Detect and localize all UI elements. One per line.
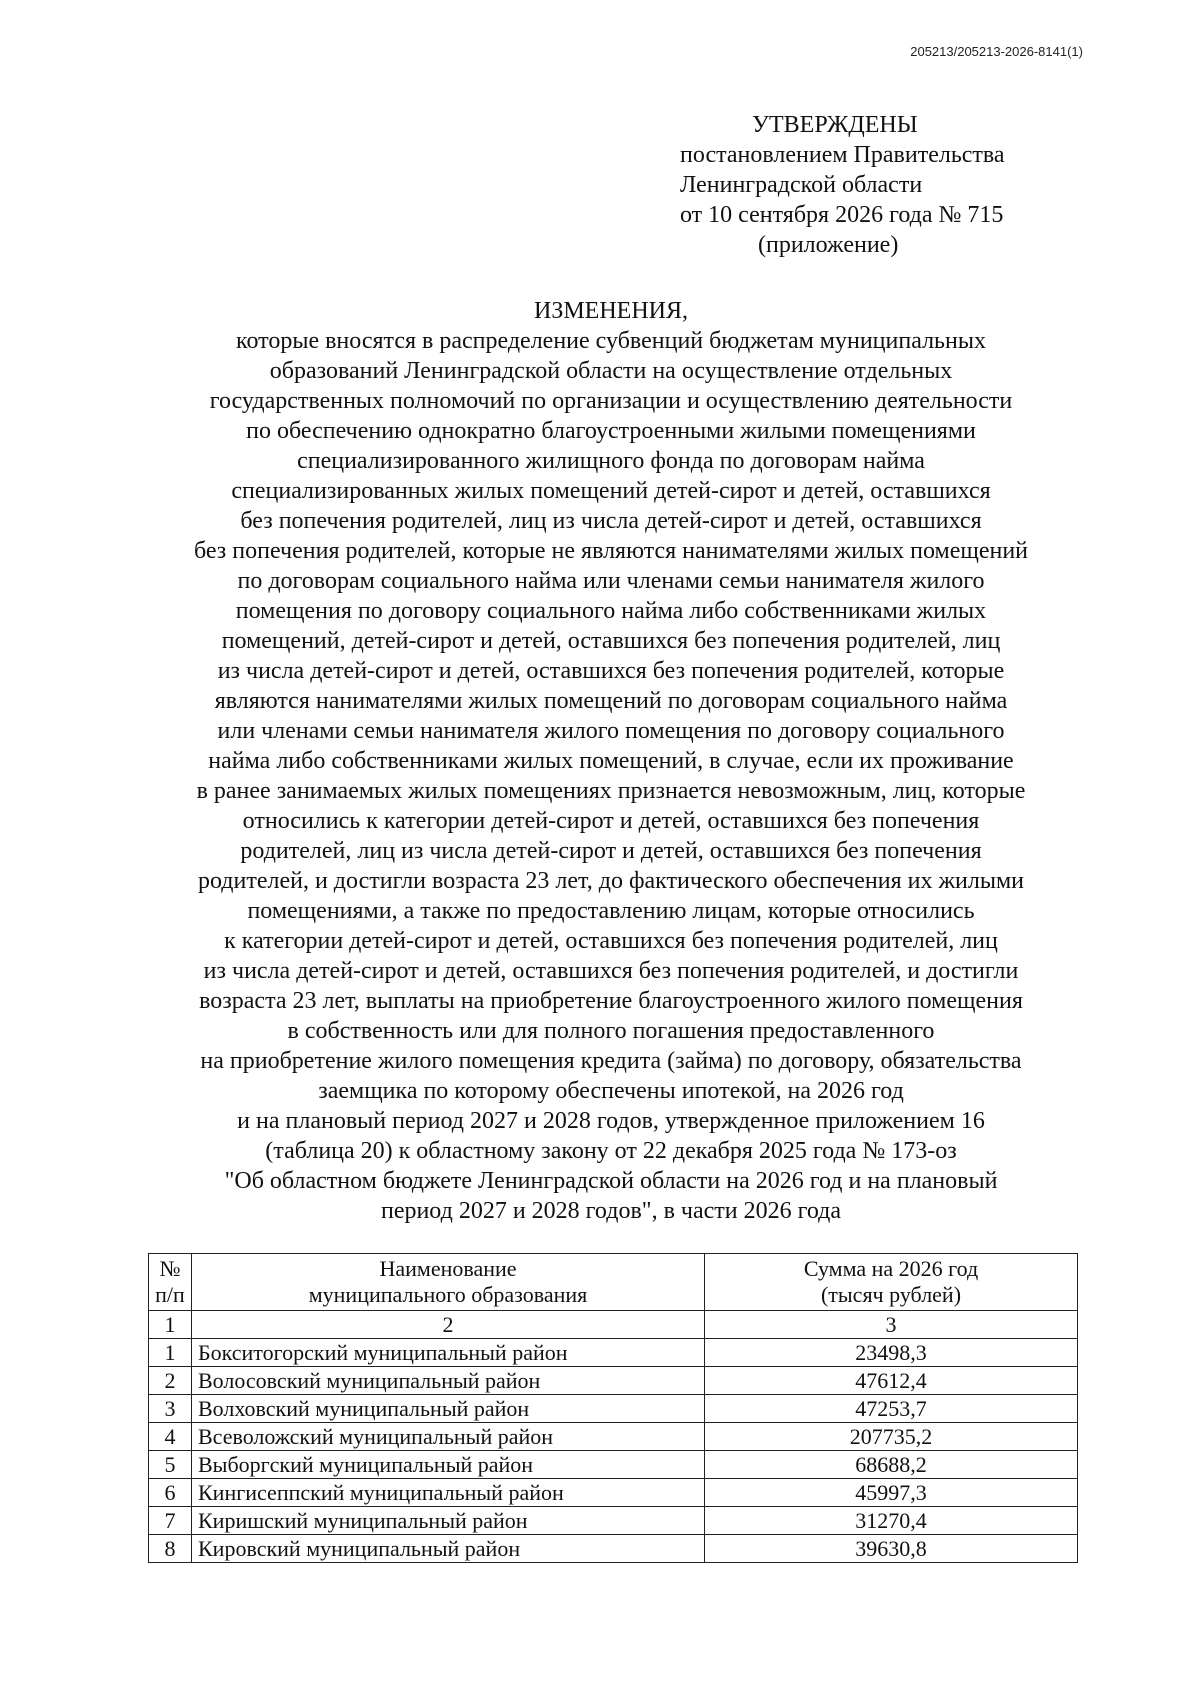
row-number: 6 [149, 1479, 192, 1507]
approval-line: Ленинградской области [680, 172, 923, 198]
table-row [149, 1395, 1078, 1423]
row-number: 3 [149, 1395, 192, 1423]
table-row [149, 1423, 1078, 1451]
table-row [149, 1339, 1078, 1367]
municipality-name: Волосовский муниципальный район [192, 1367, 705, 1395]
heading-line: найма либо собственниками жилых помещений, в случае, если их проживание [208, 748, 1014, 774]
heading-line: (таблица 20) к областному закону от 22 декабря 2025 года № 173-оз [265, 1138, 957, 1164]
header-cell-sum [705, 1254, 1078, 1311]
subvention-sum: 207735,2 [705, 1423, 1078, 1451]
row-number: 5 [149, 1451, 192, 1479]
subvention-sum: 39630,8 [705, 1535, 1078, 1563]
subvention-sum: 68688,2 [705, 1451, 1078, 1479]
header-name-line2: муниципального образования [308, 1282, 588, 1307]
municipality-name: Выборгский муниципальный район [192, 1451, 705, 1479]
subvention-sum: 47253,7 [705, 1395, 1078, 1423]
subvention-sum: 31270,4 [705, 1507, 1078, 1535]
municipality-name: Всеволожский муниципальный район [192, 1423, 705, 1451]
heading-line: из числа детей-сирот и детей, оставшихся без попечения родителей, которые [217, 658, 1005, 684]
heading-line: без попечения родителей, которые не являются нанимателями жилых помещений [193, 538, 1029, 564]
heading-line: без попечения родителей, лиц из числа детей-сирот и детей, оставшихся [240, 508, 982, 534]
municipality-name: Бокситогорский муниципальный район [192, 1339, 705, 1367]
column-number: 2 [192, 1311, 705, 1339]
row-number: 4 [149, 1423, 192, 1451]
table-row [149, 1535, 1078, 1563]
header-sum-line1: Сумма на 2026 год [803, 1256, 979, 1281]
heading-line: являются нанимателями жилых помещений по договорам социального найма [214, 688, 1008, 714]
heading-line: относились к категории детей-сирот и детей, оставшихся без попечения [242, 808, 980, 834]
heading-line: в собственность или для полного погашения предоставленного [287, 1018, 935, 1044]
approval-title: УТВЕРЖДЕНЫ [752, 112, 918, 138]
table-row [149, 1507, 1078, 1535]
header-number-line2: п/п [155, 1282, 185, 1307]
heading-line: возраста 23 лет, выплаты на приобретение благоустроенного жилого помещения [199, 988, 1023, 1014]
subvention-sum: 45997,3 [705, 1479, 1078, 1507]
heading-line: помещений, детей-сирот и детей, оставшихся без попечения родителей, лиц [221, 628, 1001, 654]
row-number: 7 [149, 1507, 192, 1535]
heading-line: государственных полномочий по организации и осуществлению деятельности [209, 388, 1013, 414]
table-row [149, 1367, 1078, 1395]
subvention-sum: 23498,3 [705, 1339, 1078, 1367]
row-number: 1 [149, 1339, 192, 1367]
heading-line: родителей, лиц из числа детей-сирот и детей, оставшихся без попечения [240, 838, 982, 864]
heading-line: период 2027 и 2028 годов", в части 2026 года [380, 1198, 842, 1224]
heading-line: заемщика по которому обеспечены ипотекой, на 2026 год [318, 1078, 904, 1104]
heading-line: "Об областном бюджете Ленинградской области на 2026 год и на плановый [224, 1168, 998, 1194]
document-heading [136, 296, 1086, 1226]
column-numbering-row [149, 1311, 1078, 1339]
column-number: 3 [705, 1311, 1078, 1339]
header-name-line1: Наименование [379, 1256, 517, 1281]
heading-line: к категории детей-сирот и детей, оставшихся без попечения родителей, лиц [224, 928, 998, 954]
header-number-line1: № [159, 1256, 181, 1281]
table-header-row [149, 1254, 1078, 1311]
table-row [149, 1451, 1078, 1479]
heading-line: из числа детей-сирот и детей, оставшихся без попечения родителей, и достигли [203, 958, 1019, 984]
heading-line: родителей, и достигли возраста 23 лет, до фактического обеспечения их жилыми [197, 868, 1025, 894]
header-sum-line2: (тысяч рублей) [820, 1282, 962, 1307]
header-cell-name [192, 1254, 705, 1311]
column-number: 1 [149, 1311, 192, 1339]
municipality-name: Киришский муниципальный район [192, 1507, 705, 1535]
heading-line: по договорам социального найма или членами семьи нанимателя жилого [237, 568, 985, 594]
heading-line: в ранее занимаемых жилых помещениях признается невозможным, лиц, которые [196, 778, 1026, 804]
municipality-name: Кингисеппский муниципальный район [192, 1479, 705, 1507]
heading-line: помещениями, а также по предоставлению лицам, которые относились [247, 898, 975, 924]
heading-line: специализированных жилых помещений детей-сирот и детей, оставшихся [231, 478, 991, 504]
approval-stamp [680, 110, 1005, 260]
subvention-sum: 47612,4 [705, 1367, 1078, 1395]
heading-line: на приобретение жилого помещения кредита (займа) по договору, обязательства [200, 1048, 1022, 1074]
subvention-distribution-table [148, 1253, 1078, 1563]
heading-line: образований Ленинградской области на осуществление отдельных [269, 358, 953, 384]
approval-line: постановлением Правительства [680, 142, 1005, 168]
municipality-name: Кировский муниципальный район [192, 1535, 705, 1563]
table-row [149, 1479, 1078, 1507]
row-number: 2 [149, 1367, 192, 1395]
header-cell-number [149, 1254, 192, 1311]
heading-line: или членами семьи нанимателя жилого помещения по договору социального [217, 718, 1005, 744]
approval-attachment-label: (приложение) [758, 232, 899, 258]
heading-line: которые вносятся в распределение субвенций бюджетам муниципальных [236, 328, 986, 354]
heading-line: по обеспечению однократно благоустроенными жилыми помещениями [246, 418, 976, 444]
heading-line: помещения по договору социального найма либо собственниками жилых [235, 598, 987, 624]
row-number: 8 [149, 1535, 192, 1563]
document-id: 205213/205213-2026-8141(1) [910, 44, 1083, 59]
heading-line: и на плановый период 2027 и 2028 годов, утвержденное приложением 16 [237, 1108, 985, 1134]
municipality-name: Волховский муниципальный район [192, 1395, 705, 1423]
approval-line: от 10 сентября 2026 года № 715 [680, 202, 1004, 228]
heading-line: специализированного жилищного фонда по договорам найма [297, 448, 925, 474]
heading-title: ИЗМЕНЕНИЯ, [533, 298, 689, 324]
